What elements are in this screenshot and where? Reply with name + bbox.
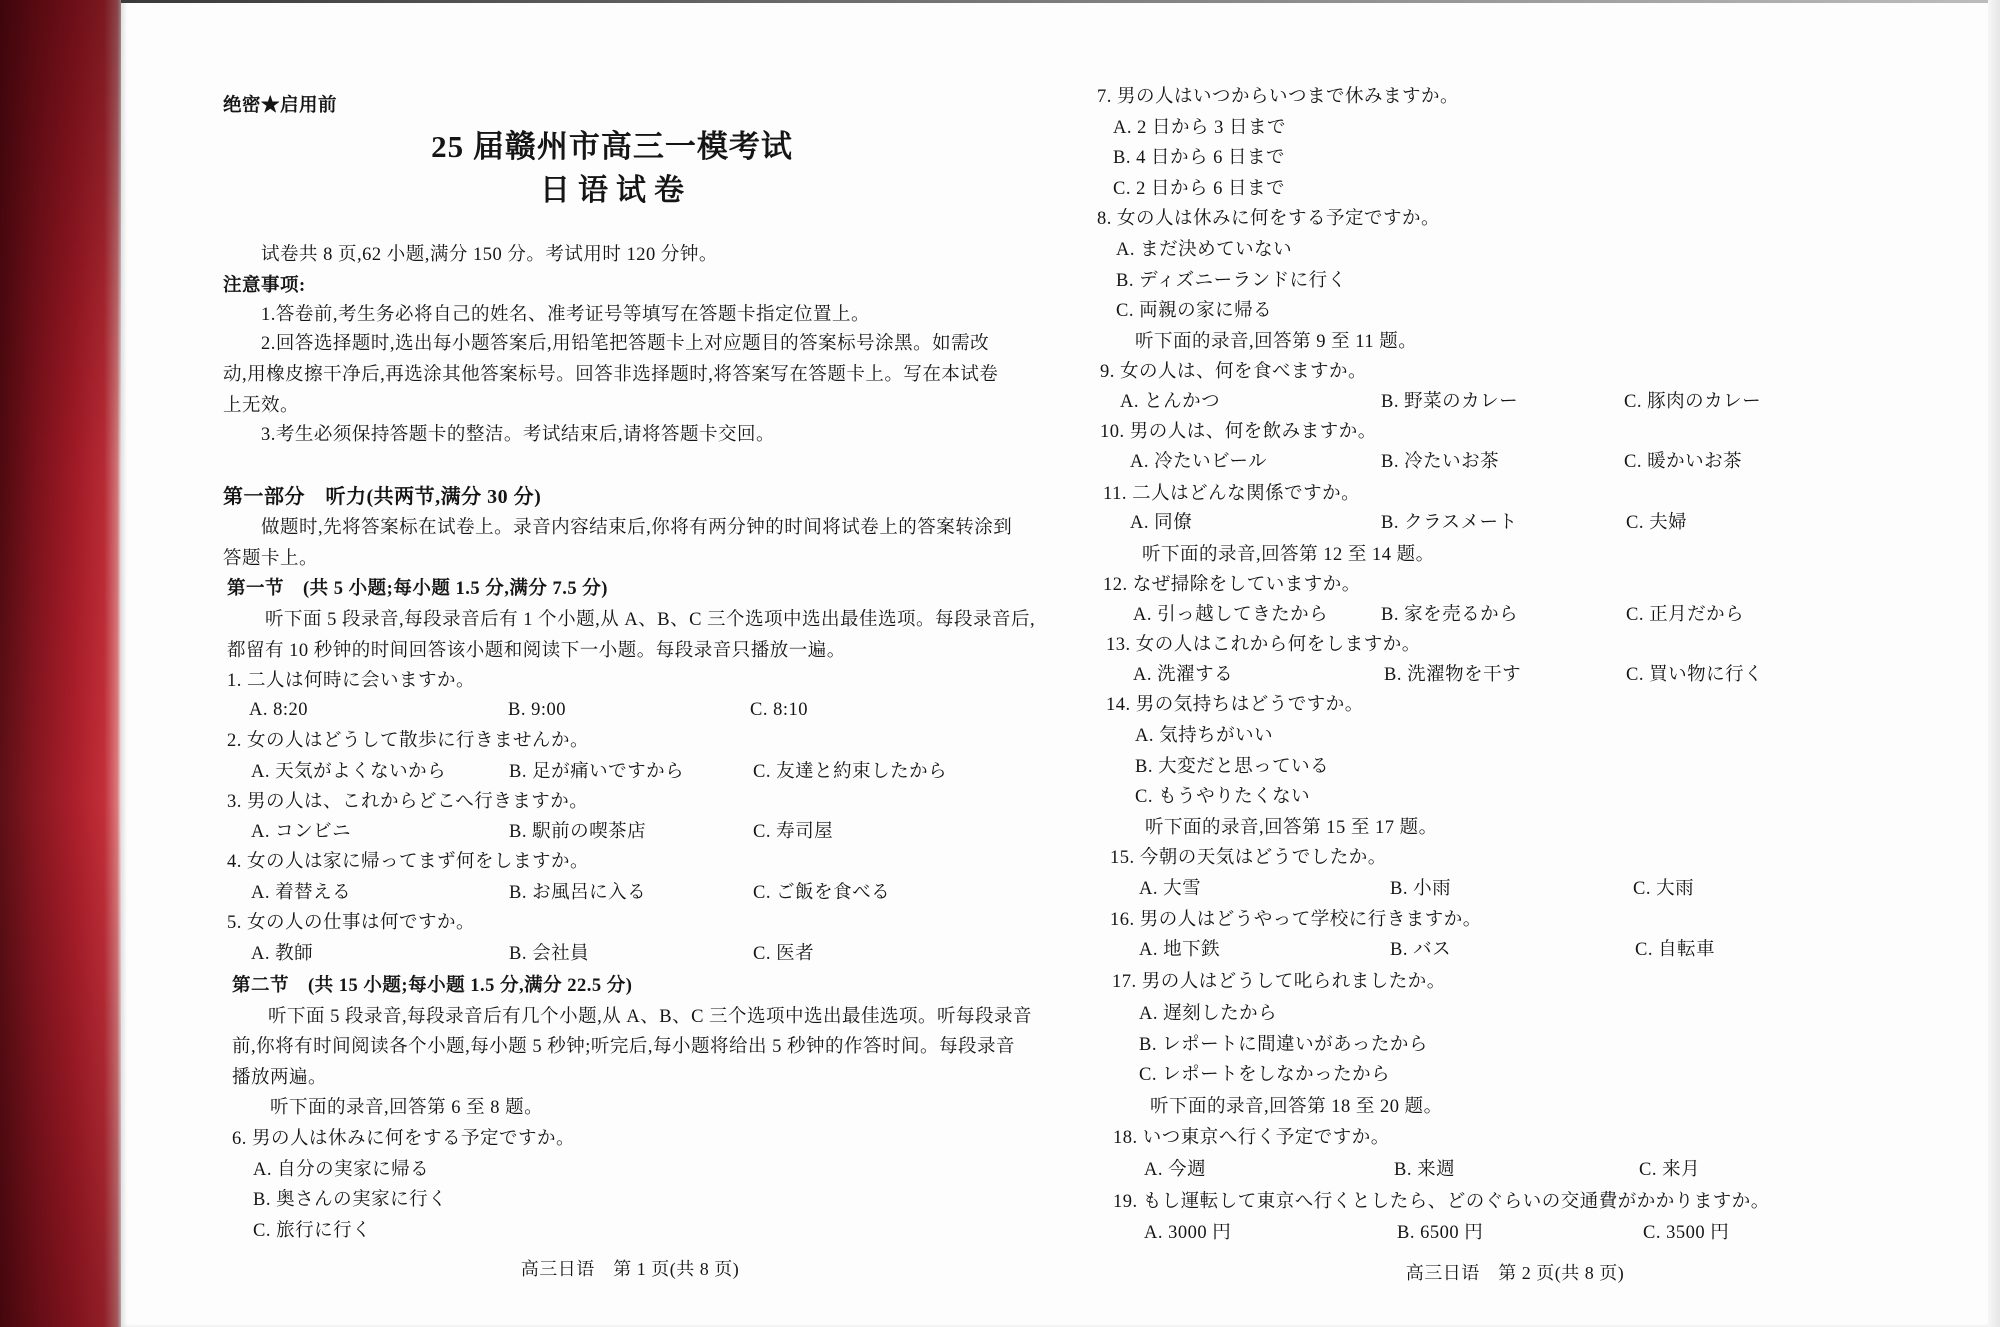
section2-intro-line: 前,你将有时间阅读各个小题,每小题 5 秒钟;听完后,每小题将给出 5 秒钟的作答时间。每段录音: [232, 1037, 1016, 1057]
option-b: B. 駅前の喫茶店: [509, 822, 647, 842]
option-a: A. とんかつ: [1120, 392, 1221, 412]
option-b: B. 冷たいお茶: [1381, 452, 1500, 472]
option-a: A. 3000 円: [1144, 1223, 1232, 1243]
option-c: C. 友達と約束したから: [753, 762, 948, 782]
group-instruction: 听下面的录音,回答第 6 至 8 题。: [270, 1098, 544, 1118]
option-c: C. 旅行に行く: [253, 1221, 372, 1241]
option-a: A. 自分の実家に帰る: [253, 1160, 430, 1180]
option-c: C. 8:10: [750, 700, 808, 720]
question-stem: 5. 女の人の仕事は何ですか。: [227, 913, 476, 933]
question-stem: 13. 女の人はこれから何をしますか。: [1106, 635, 1421, 655]
question-stem: 11. 二人はどんな関係ですか。: [1103, 484, 1361, 504]
section1-intro-line: 听下面 5 段录音,每段录音后有 1 个小题,从 A、B、C 三个选项中选出最佳选项。每段录音后,: [265, 610, 1036, 630]
option-b: B. バス: [1390, 940, 1452, 960]
section2-heading: 第二节 (共 15 小题;每小题 1.5 分,满分 22.5 分): [232, 976, 633, 996]
option-b: B. 小雨: [1390, 879, 1452, 899]
option-b: B. 4 日から 6 日まで: [1113, 148, 1285, 168]
option-b: B. 9:00: [508, 700, 566, 720]
page-footer: 高三日语 第 2 页(共 8 页): [1405, 1263, 1625, 1283]
group-instruction: 听下面的录音,回答第 18 至 20 题。: [1150, 1097, 1443, 1117]
option-b: B. 奥さんの実家に行く: [253, 1190, 448, 1210]
question-stem: 19. もし運転して東京へ行くとしたら、どのぐらいの交通費がかかりますか。: [1113, 1192, 1770, 1212]
option-c: C. 大雨: [1633, 879, 1695, 899]
question-stem: 12. なぜ掃除をしていますか。: [1103, 575, 1361, 595]
option-a: A. 地下鉄: [1139, 940, 1221, 960]
option-b: B. 野菜のカレー: [1381, 392, 1519, 412]
question-stem: 4. 女の人は家に帰ってまず何をしますか。: [227, 852, 590, 872]
option-b: B. 6500 円: [1397, 1223, 1484, 1243]
notice-line: 3.考生必须保持答题卡的整洁。考试结束后,请将答题卡交回。: [261, 425, 776, 445]
question-stem: 16. 男の人はどうやって学校に行きますか。: [1110, 910, 1482, 930]
option-a: A. 気持ちがいい: [1135, 726, 1274, 746]
option-a: A. 教師: [251, 944, 314, 964]
exam-info: 试卷共 8 页,62 小题,满分 150 分。考试用时 120 分钟。: [261, 245, 718, 265]
question-stem: 14. 男の気持ちはどうですか。: [1106, 695, 1364, 715]
section1-intro-line: 都留有 10 秒钟的时间回答该小题和阅读下一小题。每段录音只播放一遍。: [227, 641, 846, 661]
section2-intro-line: 播放两遍。: [232, 1068, 328, 1088]
option-c: C. 医者: [753, 944, 815, 964]
option-a: A. 洗濯する: [1133, 665, 1234, 685]
notice-line: 动,用橡皮擦干净后,再选涂其他答案标号。回答非选择题时,将答案写在答题卡上。写在本试卷: [223, 365, 999, 385]
group-instruction: 听下面的录音,回答第 12 至 14 题。: [1142, 545, 1435, 565]
question-stem: 9. 女の人は、何を食べますか。: [1100, 362, 1368, 382]
option-a: A. 冷たいビール: [1130, 452, 1268, 472]
exam-title: 25 届赣州市高三一模考试: [431, 129, 793, 164]
notice-heading: 注意事项:: [223, 276, 306, 296]
option-a: A. まだ決めていない: [1116, 240, 1293, 260]
option-c: C. レポートをしなかったから: [1139, 1065, 1391, 1085]
option-b: B. ディズニーランドに行く: [1116, 271, 1347, 291]
option-a: A. 今週: [1144, 1160, 1207, 1180]
question-stem: 3. 男の人は、これからどこへ行きますか。: [227, 792, 589, 812]
option-c: C. 3500 円: [1643, 1223, 1730, 1243]
option-c: C. 来月: [1639, 1160, 1701, 1180]
option-c: C. 寿司屋: [753, 822, 834, 842]
option-c: C. 2 日から 6 日まで: [1113, 179, 1285, 199]
option-b: B. 洗濯物を干す: [1384, 665, 1522, 685]
option-a: A. 2 日から 3 日まで: [1113, 118, 1286, 138]
question-stem: 15. 今朝の天気はどうでしたか。: [1110, 848, 1387, 868]
option-b: B. 家を売るから: [1381, 605, 1519, 625]
section2-intro-line: 听下面 5 段录音,每段录音后有几个小题,从 A、B、C 三个选项中选出最佳选项。听每段录音: [268, 1007, 1033, 1027]
option-a: A. コンビニ: [251, 822, 352, 842]
question-stem: 7. 男の人はいつからいつまで休みますか。: [1097, 87, 1460, 107]
option-b: B. クラスメート: [1381, 513, 1518, 533]
question-stem: 1. 二人は何時に会いますか。: [227, 671, 476, 691]
paper-top-edge: [121, 0, 2000, 3]
option-c: C. 豚肉のカレー: [1624, 392, 1762, 412]
part1-heading: 第一部分 听力(共两节,满分 30 分): [223, 486, 542, 508]
option-a: A. 天気がよくないから: [251, 762, 447, 782]
confidential-label: 绝密★启用前: [223, 96, 338, 116]
option-c: C. 買い物に行く: [1626, 665, 1764, 685]
paper-right-edge: [1988, 0, 2000, 1327]
part1-intro-line: 答题卡上。: [223, 549, 319, 569]
option-c: C. 夫婦: [1626, 513, 1688, 533]
option-c: C. ご飯を食べる: [753, 883, 891, 903]
scan-border-shade: [0, 0, 121, 1327]
question-stem: 17. 男の人はどうして叱られましたか。: [1112, 972, 1446, 992]
question-stem: 8. 女の人は休みに何をする予定ですか。: [1097, 209, 1441, 229]
option-b: B. 大変だと思っている: [1135, 757, 1330, 777]
option-a: A. 8:20: [249, 700, 308, 720]
option-c: C. 両親の家に帰る: [1116, 301, 1273, 321]
option-c: C. 自転車: [1635, 940, 1716, 960]
notice-line: 2.回答选择题时,选出每小题答案后,用铅笔把答题卡上对应题目的答案标号涂黑。如需改: [261, 334, 990, 354]
question-stem: 2. 女の人はどうして散歩に行きませんか。: [227, 731, 590, 751]
section1-heading: 第一节 (共 5 小题;每小题 1.5 分,满分 7.5 分): [227, 579, 608, 599]
option-b: B. 足が痛いですから: [509, 762, 685, 782]
option-c: C. 暖かいお茶: [1624, 452, 1743, 472]
notice-line: 1.答卷前,考生务必将自己的姓名、准考证号等填写在答题卡指定位置上。: [261, 305, 871, 325]
option-a: A. 遅刻したから: [1139, 1004, 1278, 1024]
question-stem: 6. 男の人は休みに何をする予定ですか。: [232, 1129, 576, 1149]
group-instruction: 听下面的录音,回答第 9 至 11 题。: [1135, 332, 1418, 352]
notice-line: 上无效。: [223, 396, 300, 416]
page-footer: 高三日语 第 1 页(共 8 页): [520, 1259, 740, 1279]
option-a: A. 引っ越してきたから: [1133, 605, 1329, 625]
group-instruction: 听下面的录音,回答第 15 至 17 题。: [1145, 818, 1438, 838]
option-c: C. もうやりたくない: [1135, 787, 1311, 807]
question-stem: 18. いつ東京へ行く予定ですか。: [1113, 1128, 1390, 1148]
exam-subtitle: 日语试卷: [540, 174, 692, 207]
part1-intro-line: 做题时,先将答案标在试卷上。录音内容结束后,你将有两分钟的时间将试卷上的答案转涂到: [261, 518, 1013, 538]
option-b: B. お風呂に入る: [509, 883, 647, 903]
option-b: B. 来週: [1394, 1160, 1456, 1180]
question-stem: 10. 男の人は、何を飲みますか。: [1100, 422, 1377, 442]
option-a: A. 着替える: [251, 883, 352, 903]
option-b: B. レポートに間違いがあったから: [1139, 1035, 1428, 1055]
option-c: C. 正月だから: [1626, 605, 1745, 625]
option-a: A. 同僚: [1130, 513, 1193, 533]
option-b: B. 会社員: [509, 944, 590, 964]
option-a: A. 大雪: [1139, 879, 1202, 899]
